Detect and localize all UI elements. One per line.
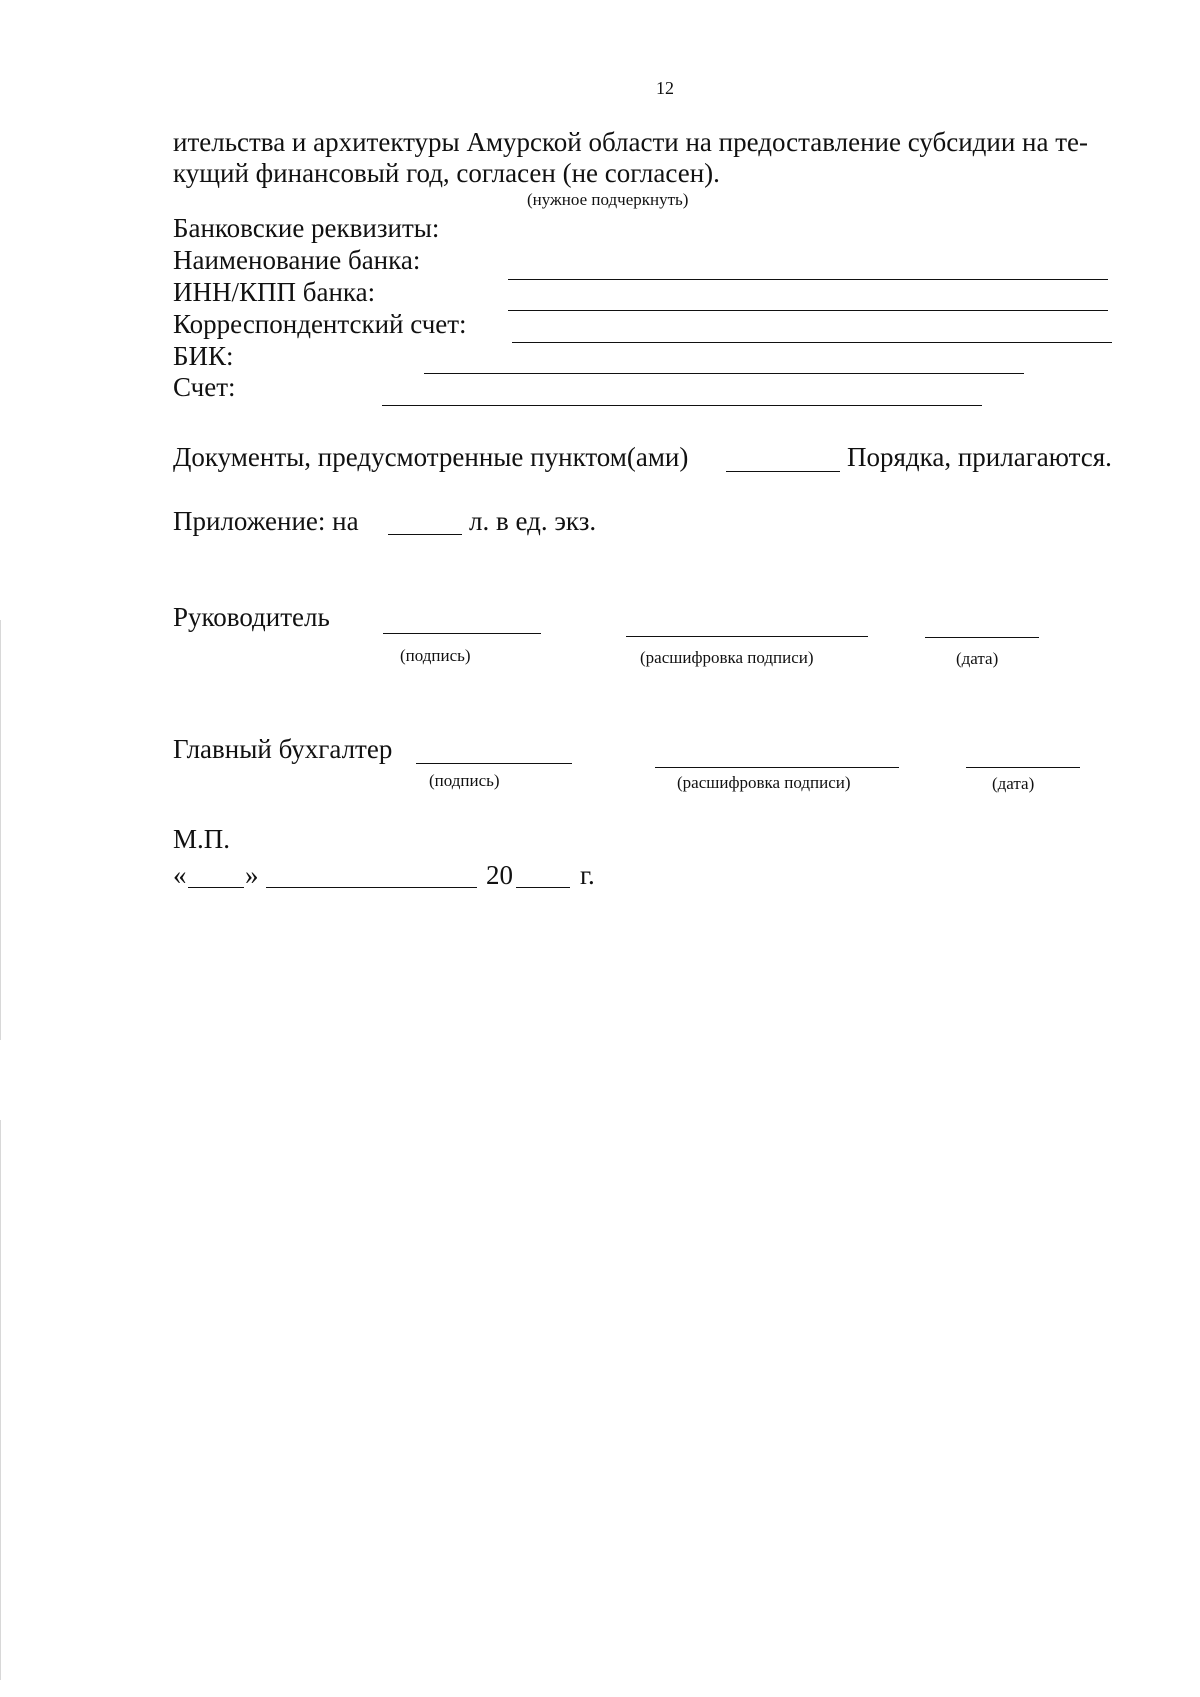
bank-name-field[interactable] <box>508 279 1108 280</box>
attachment-sheets-field[interactable] <box>388 534 462 535</box>
head-decode-caption: (расшифровка подписи) <box>640 648 814 667</box>
attachment-prefix: Приложение: на <box>173 506 359 536</box>
date-year-suffix: г. <box>580 860 595 890</box>
documents-suffix: Порядка, прилагаются. <box>847 442 1112 472</box>
accountant-name-field[interactable] <box>655 767 899 768</box>
accountant-sign-caption: (подпись) <box>429 771 500 790</box>
date-quote-close: » <box>245 860 259 890</box>
bank-corr-field[interactable] <box>512 342 1112 343</box>
accountant-date-field[interactable] <box>966 767 1080 768</box>
head-signature-field[interactable] <box>383 633 541 634</box>
date-year-field[interactable] <box>516 887 570 888</box>
head-sign-caption: (подпись) <box>400 646 471 665</box>
intro-note: (нужное подчеркнуть) <box>527 190 689 209</box>
date-year-prefix: 20 <box>486 860 513 890</box>
bank-corr-label: Корреспондентский счет: <box>173 309 467 339</box>
date-day-field[interactable] <box>188 887 244 888</box>
accountant-decode-caption: (расшифровка подписи) <box>677 773 851 792</box>
intro-line-1: ительства и архитектуры Амурской области на предоставление субсидии на те- <box>173 127 1088 157</box>
accountant-signature-field[interactable] <box>416 763 572 764</box>
stamp-label: М.П. <box>173 824 231 854</box>
bank-inn-label: ИНН/КПП банка: <box>173 277 376 307</box>
bank-bik-label: БИК: <box>173 341 234 371</box>
bank-inn-field[interactable] <box>508 310 1108 311</box>
accountant-date-caption: (дата) <box>992 774 1035 793</box>
scan-edge-mark <box>0 620 1 1040</box>
bank-name-label: Наименование банка: <box>173 245 421 275</box>
bank-heading: Банковские реквизиты: <box>173 213 440 243</box>
page-number: 12 <box>656 78 674 98</box>
date-quote-open: « <box>173 860 187 890</box>
bank-account-field[interactable] <box>382 405 982 406</box>
intro-line-2: кущий финансовый год, согласен (не согласен). <box>173 158 720 188</box>
date-month-field[interactable] <box>266 887 477 888</box>
scan-edge-mark <box>0 1120 1 1680</box>
accountant-label: Главный бухгалтер <box>173 734 393 764</box>
bank-account-label: Счет: <box>173 372 236 402</box>
head-label: Руководитель <box>173 602 330 632</box>
bank-bik-field[interactable] <box>424 373 1024 374</box>
documents-prefix: Документы, предусмотренные пунктом(ами) <box>173 442 689 472</box>
attachment-suffix: л. в ед. экз. <box>469 506 597 536</box>
head-date-field[interactable] <box>925 637 1039 638</box>
head-date-caption: (дата) <box>956 649 999 668</box>
documents-clause-field[interactable] <box>726 471 840 472</box>
head-name-field[interactable] <box>626 636 868 637</box>
